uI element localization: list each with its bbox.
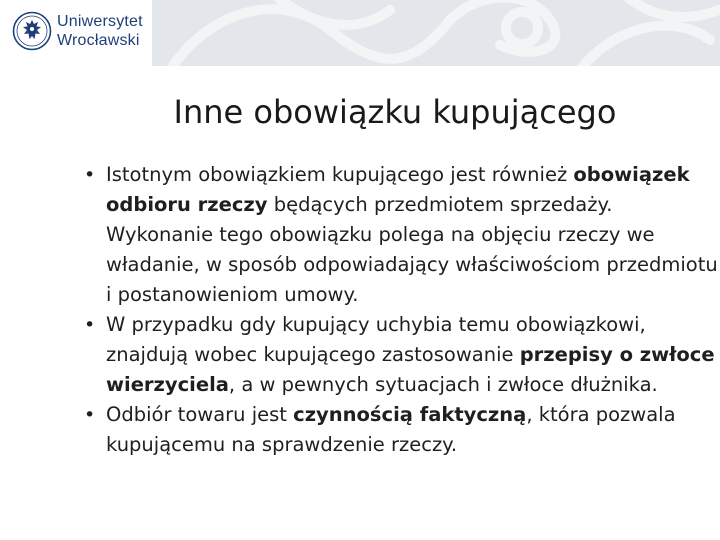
bullet-bold-segment: czynnością faktyczną <box>293 403 527 426</box>
bullet-item <box>84 160 718 310</box>
bullet-bold-segment: przepisy o zwłoce wierzyciela <box>106 343 715 396</box>
bullet-segment: , która pozwala kupującemu na sprawdzenie rzeczy. <box>106 403 676 456</box>
bullet-dot-icon: • <box>84 164 96 186</box>
logo-wordmark <box>57 12 143 50</box>
header-band <box>0 0 720 66</box>
bullet-segment: Odbiór towaru jest <box>106 403 294 426</box>
decorative-swirl-pattern <box>150 0 720 66</box>
bullet-segment: W przypadku gdy kupujący uchybia temu obowiązkowi, znajdują wobec kupującego zastosowanie <box>106 313 646 366</box>
bullet-item <box>84 400 718 460</box>
university-eagle-emblem-icon <box>12 11 52 51</box>
bullet-dot-icon: • <box>84 314 96 336</box>
bullet-text <box>106 313 715 396</box>
bullet-segment: Istotnym obowiązkiem kupującego jest również <box>106 163 574 186</box>
bullet-text <box>106 163 718 306</box>
slide-title: Inne obowiązku kupującego <box>173 93 617 131</box>
bullet-segment: , a w pewnych sytuacjach i zwłoce dłużnika. <box>228 373 658 396</box>
logo <box>0 0 152 66</box>
bullet-bold-segment: obowiązek odbioru rzeczy <box>106 163 690 216</box>
bullet-item <box>84 310 718 400</box>
bullet-list <box>84 160 718 460</box>
logo-line-2: Wrocławski <box>57 32 140 49</box>
bullet-text <box>106 403 676 456</box>
bullet-dot-icon: • <box>84 404 96 426</box>
logo-line-1: Uniwersytet <box>57 13 143 30</box>
bullet-segment: będących przedmiotem sprzedaży. Wykonanie tego obowiązku polega na objęciu rzeczy we władanie, w sposób odpowiadający właściwościom przedmiotu i postanowieniom umowy. <box>106 193 718 306</box>
